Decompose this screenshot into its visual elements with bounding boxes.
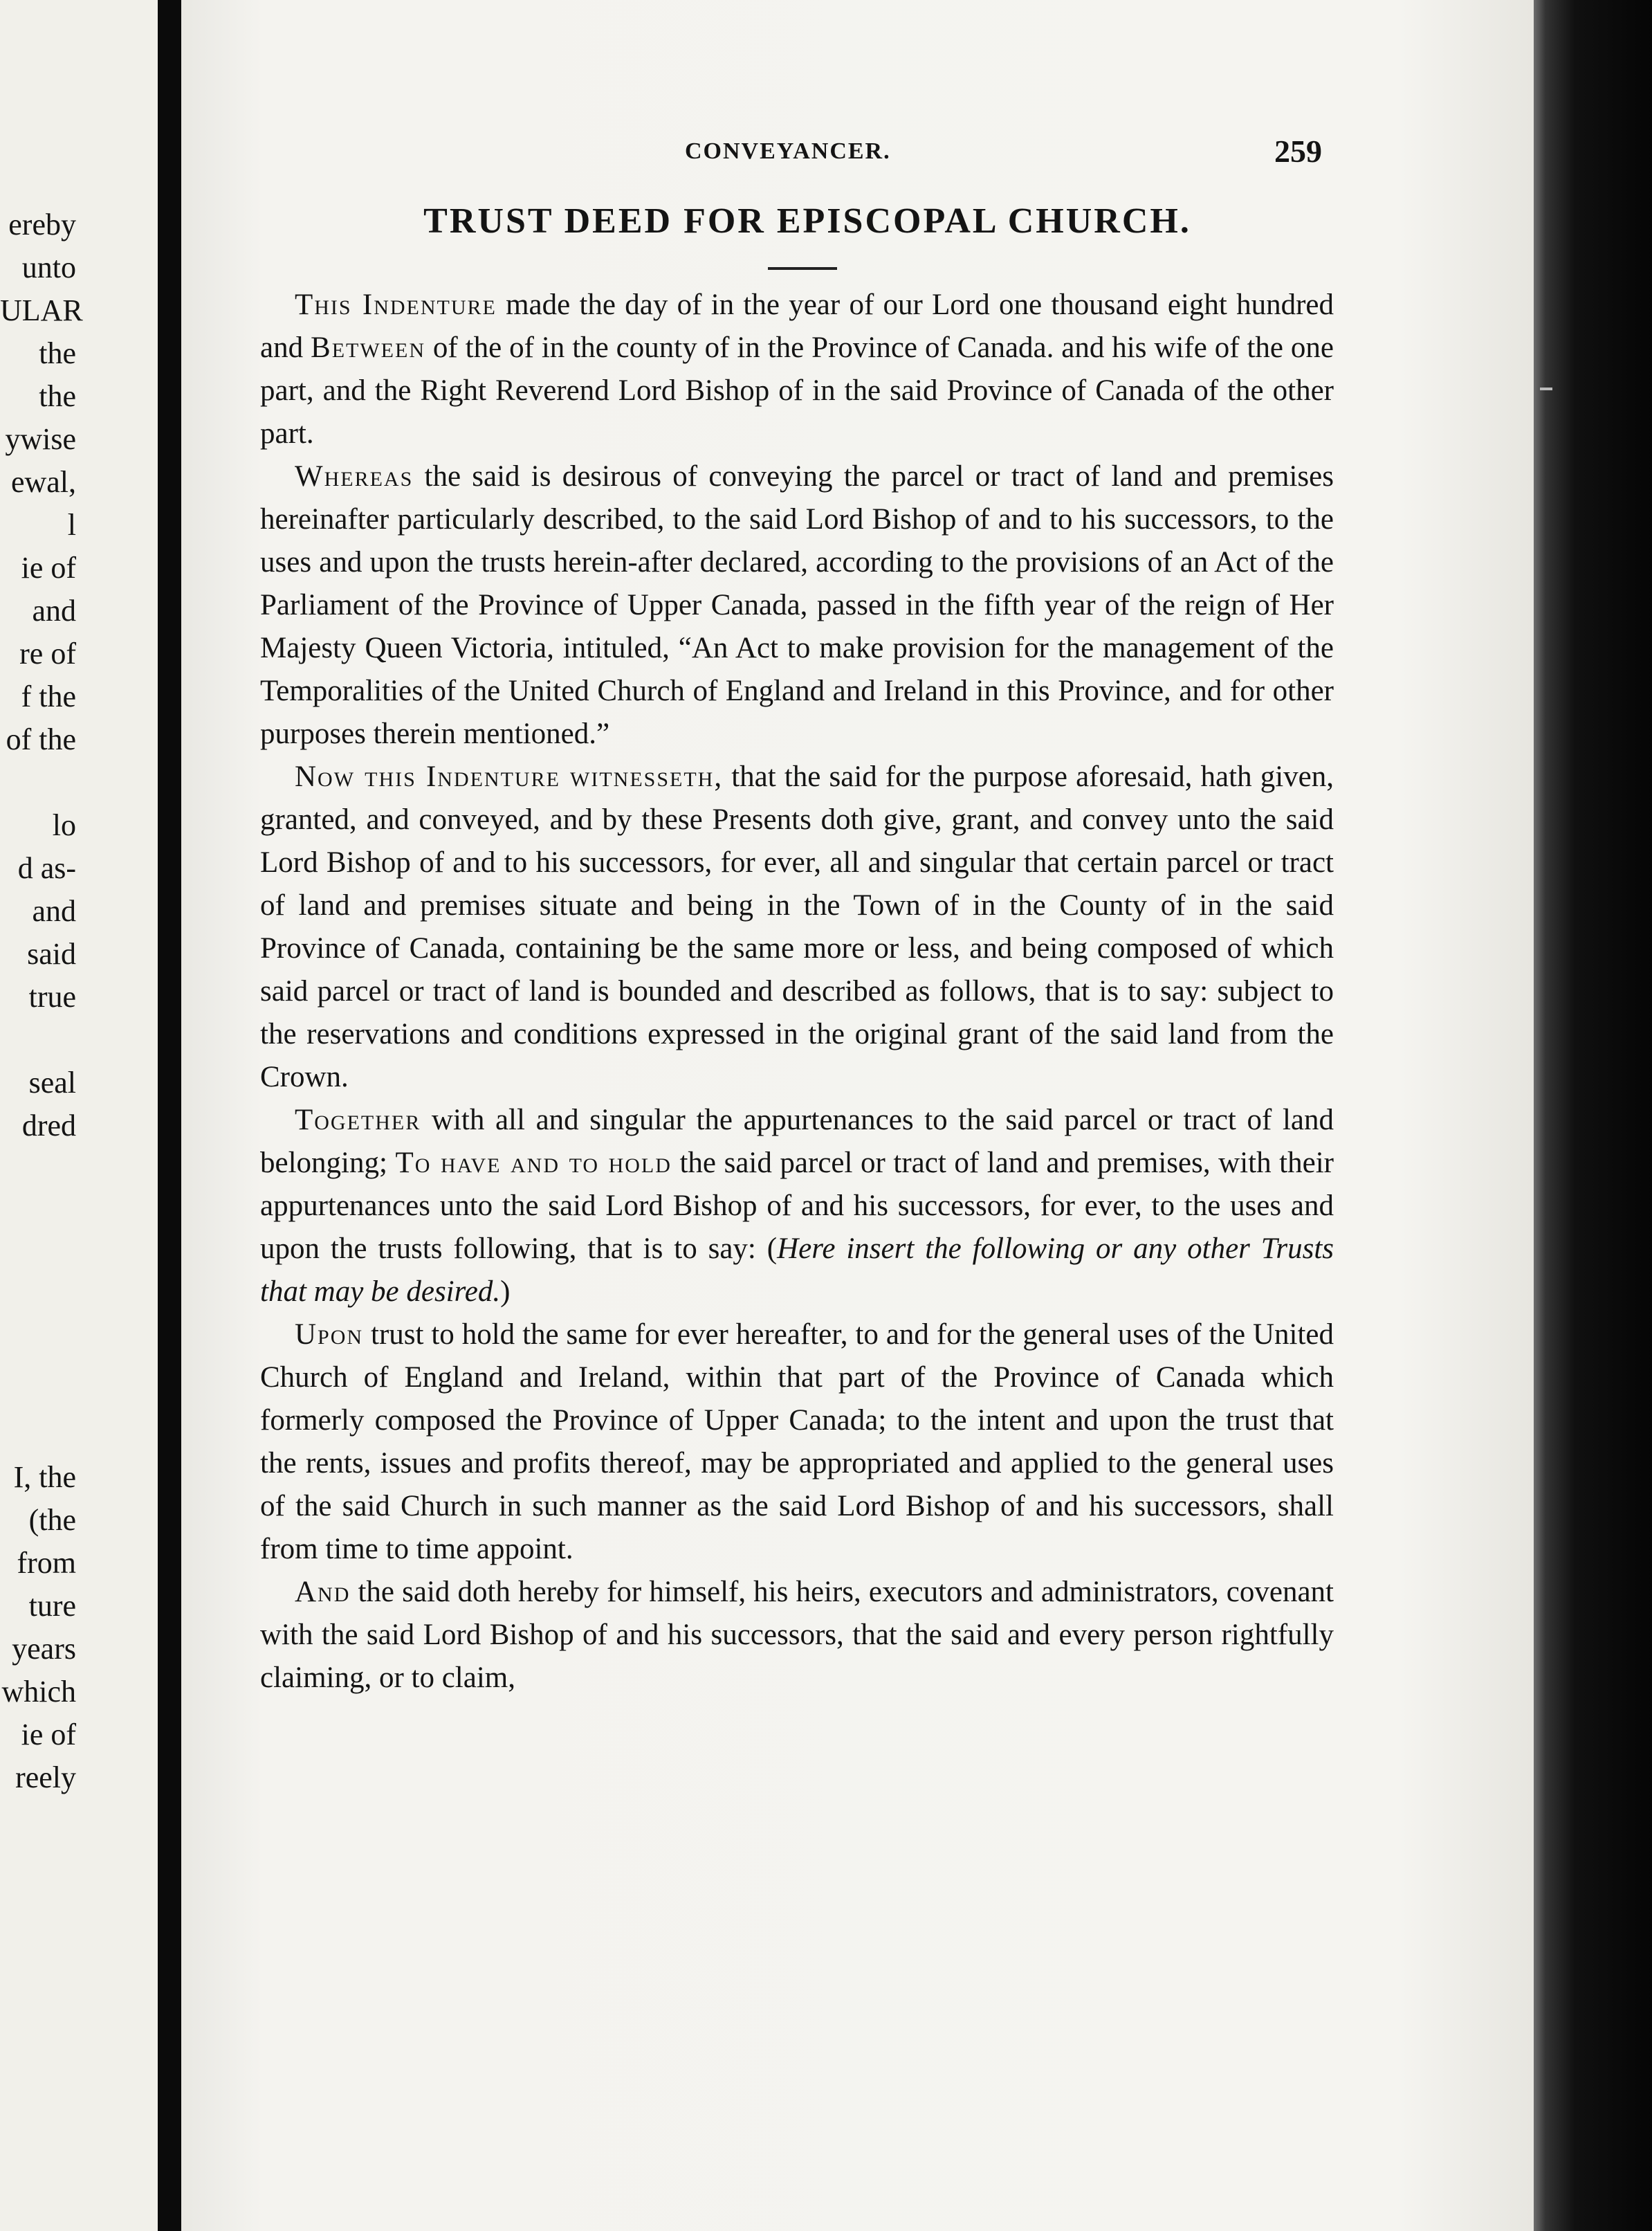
running-head: CONVEYANCER. (685, 138, 891, 164)
left-page-fragment: ie of (21, 1718, 76, 1751)
left-page-fragment: l (67, 508, 76, 542)
book-gutter (158, 0, 181, 2231)
paragraph-witnesseth (260, 756, 1334, 1099)
left-page-fragment: the (39, 336, 76, 370)
left-page-fragment: ture (28, 1589, 76, 1623)
left-page-fragment: reely (15, 1760, 76, 1794)
paragraph-whereas (260, 455, 1334, 756)
paragraph-upon-trust (260, 1313, 1334, 1571)
page-stack-edge (1534, 0, 1652, 2231)
left-page-fragment: lo (52, 808, 76, 842)
lead-words: And (295, 1576, 351, 1608)
left-page-fragment: ereby (8, 208, 76, 242)
deed-body (260, 284, 1334, 1700)
italic-instruction: Here insert the following or any other Trusts that may be desired. (260, 1232, 1334, 1308)
left-page-fragment: seal (28, 1066, 76, 1100)
paragraph-text: with all and singular the appurtenances to the said parcel or tract of land belonging; (260, 1104, 1334, 1179)
left-page-fragment: d as- (17, 851, 76, 885)
lead-words: To have and to hold (395, 1147, 672, 1179)
document-title: TRUST DEED FOR EPISCOPAL CHURCH. (423, 201, 1191, 241)
lead-words: Whereas (295, 460, 414, 493)
left-page-fragment: re of (19, 637, 76, 671)
left-page-fragment: of the (6, 722, 76, 756)
left-page-fragment: (the (28, 1503, 76, 1537)
paragraph-text: trust to hold the same for ever hereafter, to and for the general uses of the United Church of England and Ireland, within that part of the Province of Canada which formerly composed the Province of Upper Canada; to the intent and upon the trust that the rents, issues and profits thereof, may be appropriated and applied to the general uses of the said Church in such manner as the said Lord Bishop of and his successors, shall from time to time appoint. (260, 1318, 1334, 1565)
left-page-fragment: unto (21, 251, 76, 284)
paragraph-text: the said parcel or tract of land and premises, with their appurtenances unto the said Lord Bishop of and his successors, for ever, to the uses and upon the trusts following, that is to say: ( (260, 1147, 1334, 1265)
left-page-fragment: ULAR (0, 293, 83, 327)
left-page-fragment: f the (21, 680, 76, 713)
left-page-edge (0, 0, 158, 2231)
paragraph-text: ) (500, 1275, 511, 1308)
page-edge-mark (1540, 388, 1552, 390)
lead-words: Together (295, 1104, 421, 1136)
lead-words: Between (311, 331, 425, 364)
paragraph-text: the said is desirous of conveying the parcel or tract of land and premises hereinafter particularly described, to the said Lord Bishop of and to his successors, to the uses and upon the trusts herein-after declared, according to the provisions of an Act of the Parliament of the Province of Upper Canada, passed in the fifth year of the reign of Her Majesty Queen Victoria, intituled, “An Act to make provision for the management of the Temporalities of the United Church of England and Ireland in this Province, and for other purposes therein mentioned.” (260, 460, 1334, 750)
paragraph-text: made the day of in the year of our Lord one thousand eight hundred and (260, 289, 1334, 364)
left-page-fragment: said (27, 937, 76, 971)
left-page-fragment: ywise (5, 422, 76, 456)
left-page-fragment: ie of (21, 551, 76, 585)
left-page-fragment: the (39, 379, 76, 413)
left-page-fragment: which (1, 1675, 76, 1709)
page-number: 259 (1274, 134, 1322, 169)
lead-words: Upon (295, 1318, 364, 1351)
left-page-fragment: and (32, 894, 76, 928)
left-page-fragment: dred (21, 1109, 76, 1142)
lead-words: Now this Indenture witnesseth, (295, 761, 724, 793)
left-page-fragment: and (32, 594, 76, 628)
title-rule (768, 267, 837, 270)
paragraph-covenant (260, 1571, 1334, 1700)
paragraph-text: the said doth hereby for himself, his heirs, executors and administrators, covenant with the said Lord Bishop of and his successors, that the said and every person rightfully claiming, or to claim, (260, 1576, 1334, 1694)
left-page-fragment: true (28, 980, 76, 1014)
left-page-fragment: I, the (13, 1460, 76, 1494)
paragraph-text: of the of in the county of in the Province of Canada. and his wife of the one part, and the Right Reverend Lord Bishop of in the said Province of Canada of the other part. (260, 331, 1334, 450)
paragraph-indenture (260, 284, 1334, 455)
left-page-fragment: from (17, 1546, 76, 1580)
left-page-fragment: ewal, (10, 465, 76, 499)
paragraph-text: that the said for the purpose aforesaid, hath given, granted, and conveyed, and by these Presents doth give, grant, and convey unto the said Lord Bishop of and to his successors, for ever, all and singular that certain parcel or tract of land and premises situate and being in the Town of in the County of in the said Province of Canada, containing be the same more or less, and being composed of which said parcel or tract of land is bounded and described as follows, that is to say: subject to the reservations and conditions expressed in the original grant of the said land from the Crown. (260, 761, 1334, 1093)
lead-words: This Indenture (295, 289, 497, 321)
left-page-fragment: years (12, 1632, 76, 1666)
paragraph-together (260, 1099, 1334, 1313)
